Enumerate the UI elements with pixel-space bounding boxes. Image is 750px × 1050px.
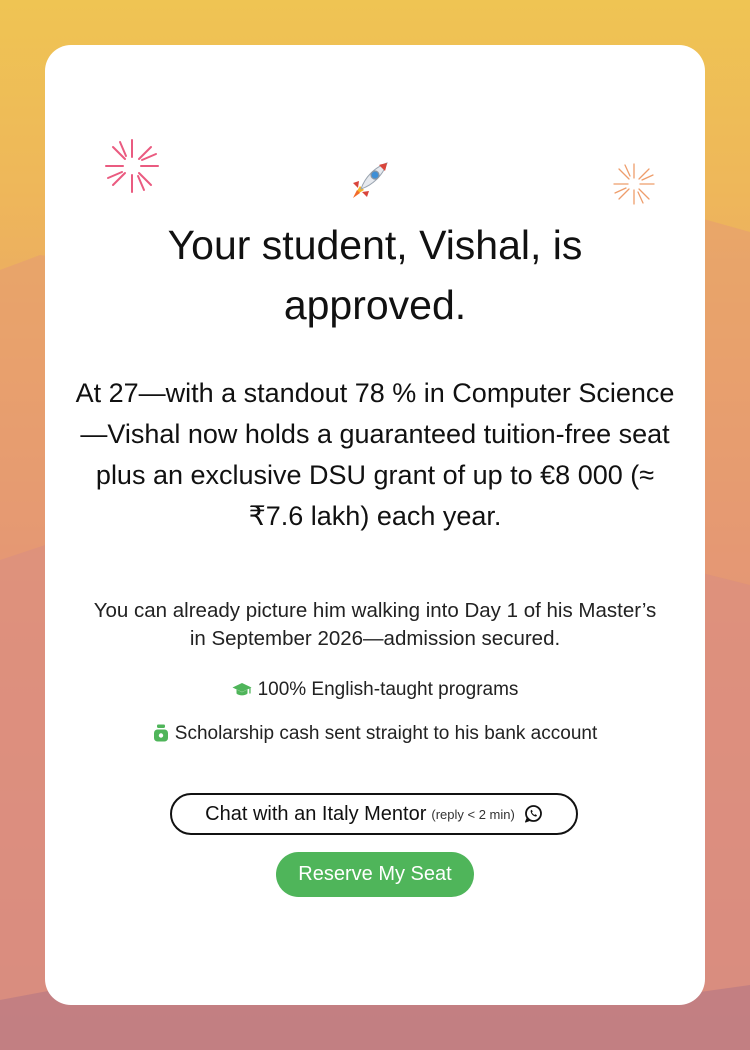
approval-card bbox=[45, 45, 705, 1005]
whatsapp-icon bbox=[523, 804, 543, 824]
feature-text: Scholarship cash sent straight to his bank account bbox=[174, 723, 598, 744]
sub-paragraph: You can already picture him walking into Day 1 of his Master’s in September 2026—admission secured. bbox=[93, 599, 657, 650]
firework-icon bbox=[103, 137, 161, 195]
money-bag-icon bbox=[153, 724, 169, 742]
reserve-seat-button[interactable]: Reserve My Seat bbox=[276, 852, 474, 897]
lead-paragraph: At 27—with a standout 78 % in Computer Science—Vishal now holds a guaranteed tuition-free seat plus an exclusive DSU grant of up to €8 000 (≈ ₹7.6 lakh) each year. bbox=[75, 378, 675, 531]
feature-english-programs bbox=[85, 678, 665, 702]
headline: Your student, Vishal, is approved. bbox=[167, 222, 583, 328]
chat-with-mentor-button[interactable] bbox=[170, 793, 578, 835]
feature-text: 100% English-taught programs bbox=[257, 679, 519, 700]
chat-button-note: (reply < 2 min) bbox=[431, 806, 515, 822]
feature-scholarship-cash bbox=[85, 722, 665, 746]
firework-icon bbox=[611, 161, 657, 207]
chat-button-label: Chat with an Italy Mentor bbox=[205, 802, 427, 825]
graduation-cap-icon bbox=[232, 682, 252, 698]
rocket-icon bbox=[345, 157, 393, 205]
